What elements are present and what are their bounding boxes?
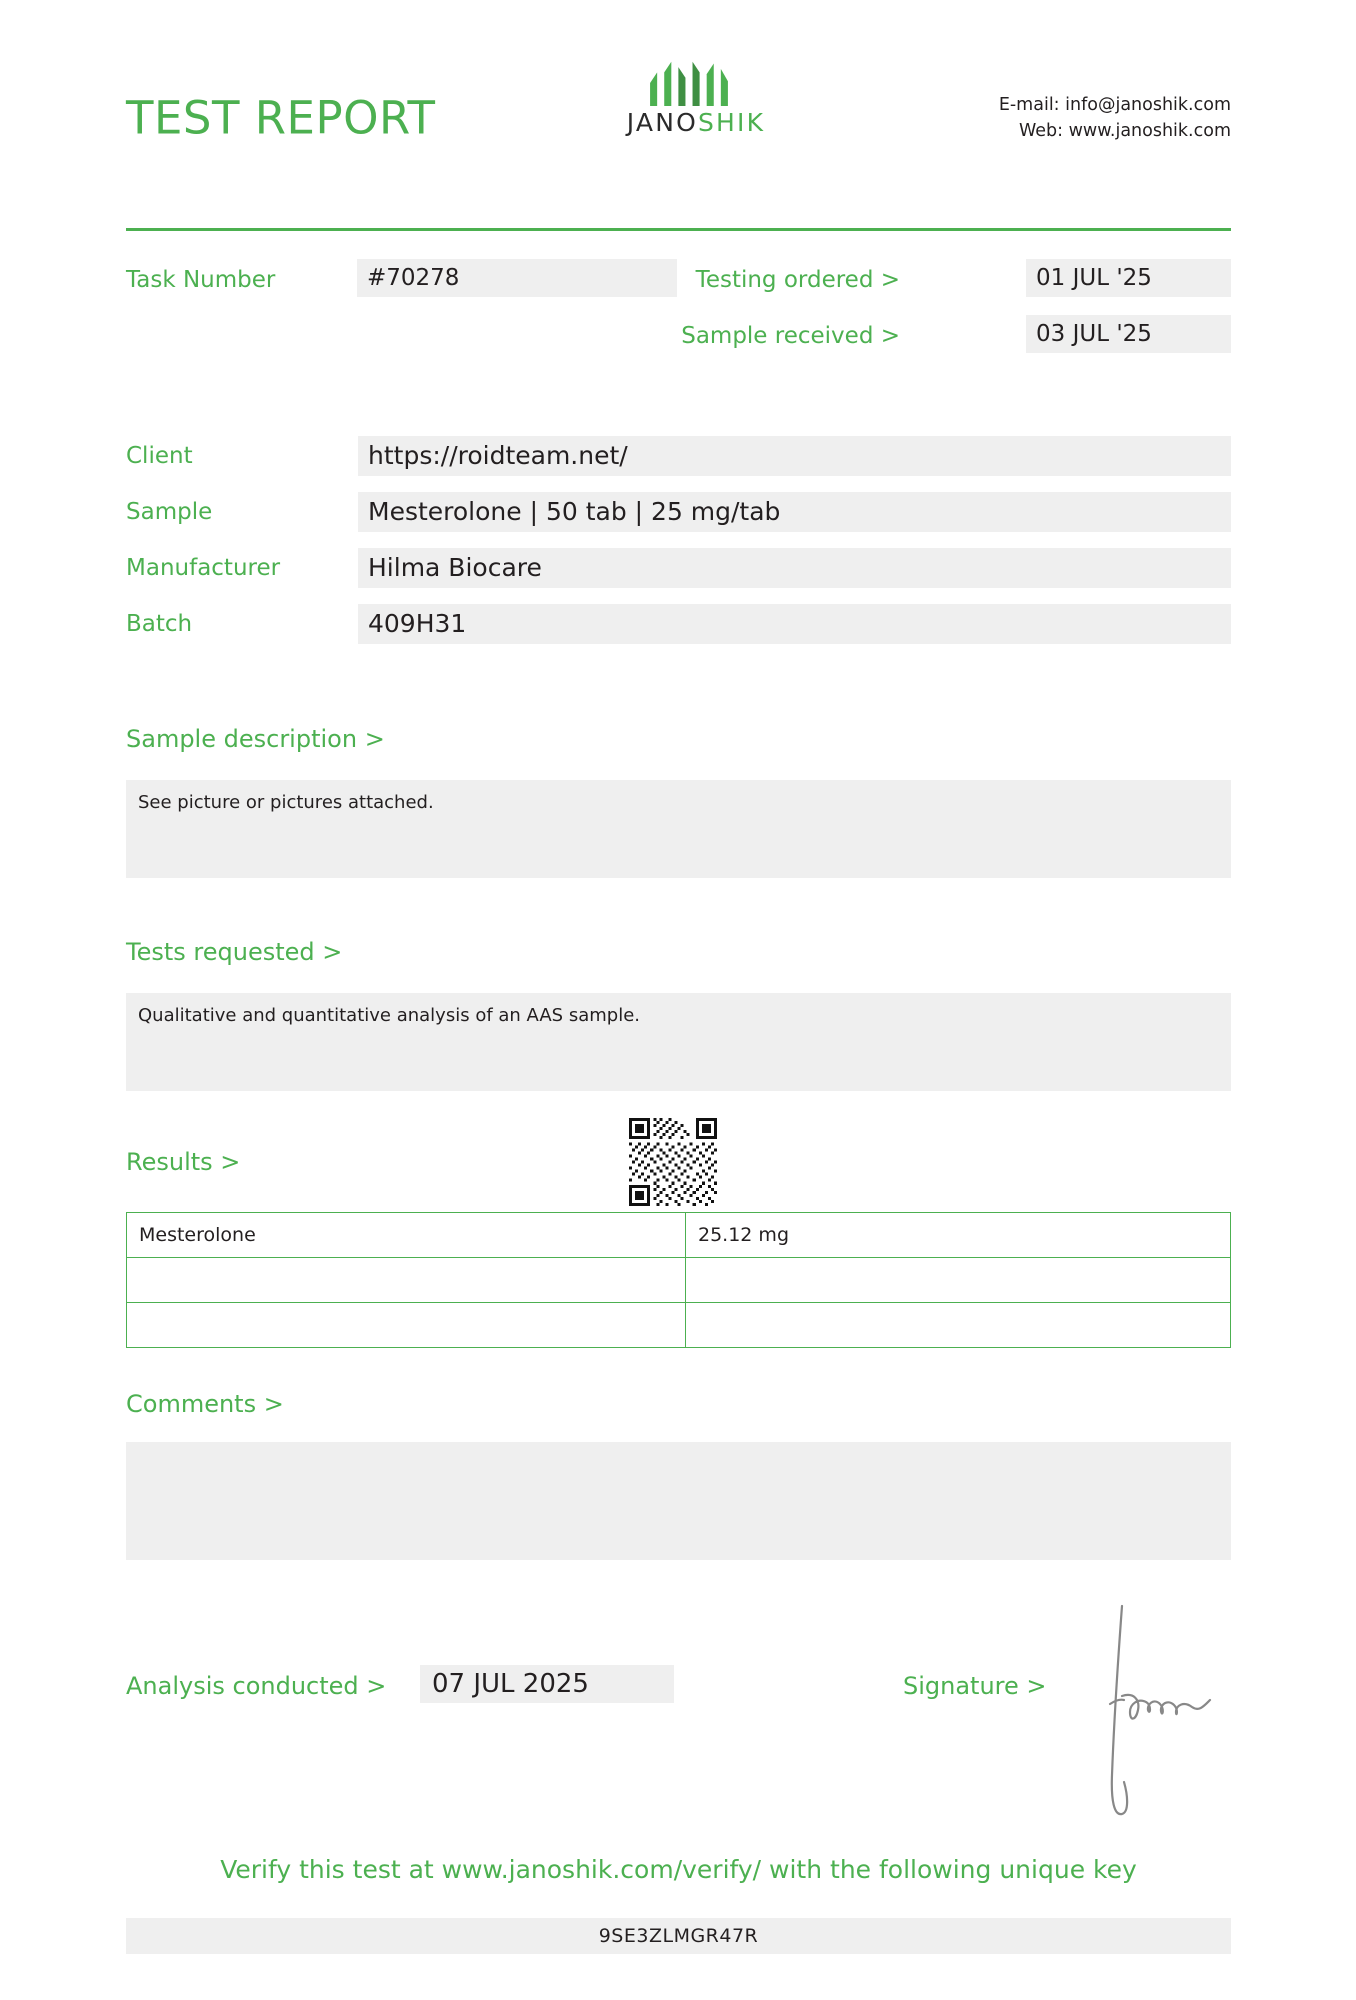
comments-heading: Comments > [126, 1390, 284, 1418]
result-substance [127, 1258, 686, 1303]
report-header [126, 0, 1231, 150]
result-substance: Mesterolone [127, 1213, 686, 1258]
signature-icon [1100, 1600, 1230, 1825]
comments-text [126, 1442, 1231, 1454]
contact-block [999, 92, 1231, 145]
page-title: TEST REPORT [126, 91, 436, 145]
results-heading: Results > [126, 1148, 241, 1176]
info-row [126, 492, 1231, 537]
testing-ordered-value: 01 JUL '25 [1026, 259, 1231, 297]
contact-email: E-mail: info@janoshik.com [998, 94, 1231, 115]
table-row [127, 1303, 1231, 1348]
brand-wordmark [596, 108, 796, 137]
task-number-value: #70278 [357, 259, 677, 297]
signature-label: Signature > [903, 1672, 1047, 1700]
table-row [127, 1258, 1231, 1303]
testing-ordered-label: Testing ordered > [695, 267, 900, 293]
info-value-manufacturer: Hilma Biocare [358, 548, 1231, 588]
info-value-client: https://roidteam.net/ [358, 436, 1231, 476]
header-divider [126, 228, 1231, 231]
info-row [126, 548, 1231, 593]
info-key-manufacturer: Manufacturer [126, 555, 281, 581]
info-key-batch: Batch [126, 611, 193, 637]
contact-web: Web: www.janoshik.com [1018, 121, 1231, 141]
tests-requested-box [126, 993, 1231, 1091]
tests-requested-text: Qualitative and quantitative analysis of an AAS sample. [138, 1005, 640, 1026]
analysis-conducted-label: Analysis conducted > [126, 1672, 387, 1700]
info-row [126, 436, 1231, 481]
brand-word-green: SHIK [697, 108, 766, 137]
brand-logo [596, 60, 796, 137]
result-substance [127, 1303, 686, 1348]
info-value-sample: Mesterolone | 50 tab | 25 mg/tab [358, 492, 1231, 532]
result-amount [686, 1303, 1231, 1348]
sample-received-value: 03 JUL '25 [1026, 315, 1231, 353]
result-amount: 25.12 mg [686, 1213, 1231, 1258]
analysis-conducted-date: 07 JUL 2025 [420, 1665, 674, 1703]
sample-description-text: See picture or pictures attached. [138, 792, 434, 813]
sample-received-label: Sample received > [681, 323, 900, 349]
info-row [126, 604, 1231, 649]
table-row [127, 1213, 1231, 1258]
brand-word-dark: JANO [626, 108, 698, 137]
unique-key: 9SE3ZLMGR47R [126, 1918, 1231, 1954]
task-number-row [126, 259, 1231, 349]
info-key-sample: Sample [126, 499, 213, 525]
result-amount [686, 1258, 1231, 1303]
comments-box [126, 1442, 1231, 1560]
sample-description-box [126, 780, 1231, 878]
info-value-batch: 409H31 [358, 604, 1231, 644]
task-number-label: Task Number [126, 267, 276, 293]
sample-description-heading: Sample description > [126, 725, 385, 753]
info-key-client: Client [126, 443, 193, 469]
tests-requested-heading: Tests requested > [126, 938, 343, 966]
qr-code-icon[interactable] [629, 1118, 717, 1206]
mountains-logo-icon [643, 60, 749, 106]
sample-info-block [126, 436, 1231, 660]
verify-text: Verify this test at www.janoshik.com/verify/ with the following unique key [220, 1855, 1137, 1884]
results-table [126, 1212, 1231, 1348]
